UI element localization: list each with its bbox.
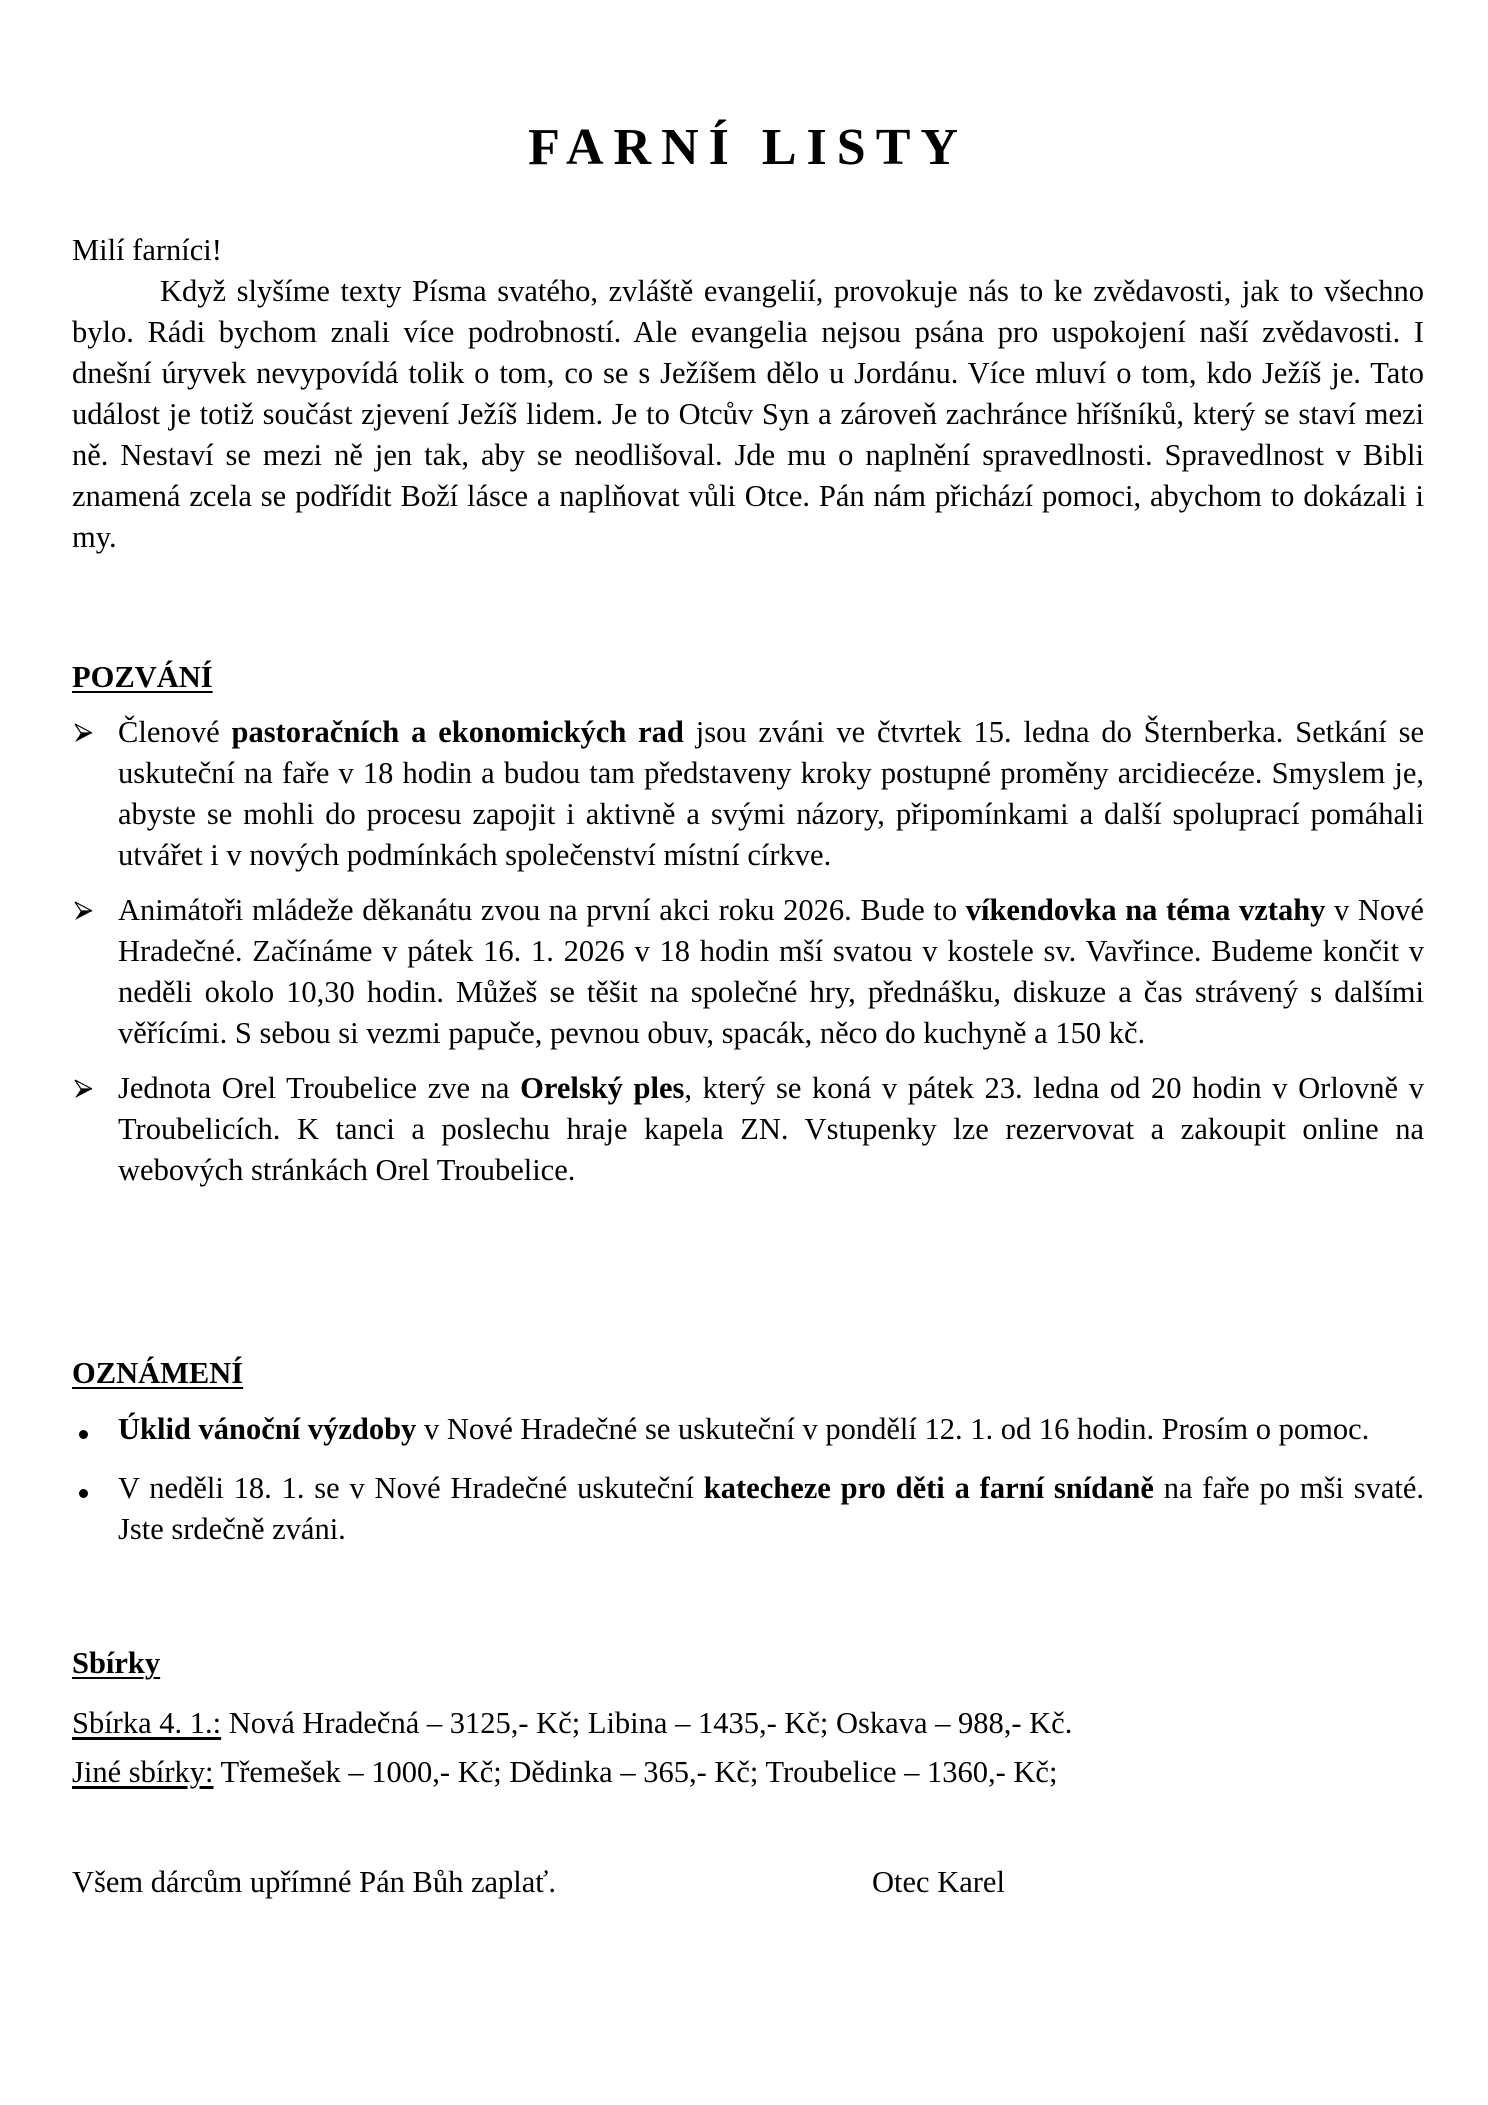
section-heading-invitations: POZVÁNÍ — [72, 660, 213, 694]
collection-row — [72, 1703, 1072, 1744]
collection-text: Třemešek – 1000,- Kč; Dědinka – 365,- Kč; Troubelice – 1360,- Kč; — [213, 1755, 1058, 1789]
item-text-bold: víkendovka na téma vztahy — [965, 893, 1326, 927]
item-text-bold: pastoračních a ekonomických rad — [231, 715, 684, 749]
list-item — [72, 890, 1424, 1054]
invitations-list — [72, 712, 1424, 1205]
closing-thanks: Všem dárcům upřímné Pán Bůh zaplať. — [72, 1865, 556, 1899]
item-text-after: v Nové Hradečné. Začínáme v pátek 16. 1. 2026 v 18 hodin mší svatou v kostele sv. Vavřince. Budeme končit v neděli okolo 10,30 hodin. Můžeš se těšit na společné hry, přednášku, diskuze a čas strávený s dalšími věřícími. S sebou si vezmi papuče, pevnou obuv, spacák, něco do kuchyně a 150 kč. — [118, 893, 1424, 1050]
list-item — [72, 1068, 1424, 1191]
item-text-before: Animátoři mládeže děkanátu zvou na první akci roku 2026. Bude to — [118, 893, 966, 927]
item-text-after: , který se koná v pátek 23. ledna od 20 hodin v Orlovně v Troubelicích. K tanci a poslechu hraje kapela ZN. Vstupenky lze rezervovat a zakoupit online na webových stránkách Orel Troubelice. — [118, 1071, 1424, 1187]
list-item — [72, 1468, 1424, 1550]
item-text-bold: katecheze pro děti a farní snídaně — [703, 1471, 1154, 1505]
arrow-bullet-icon — [72, 1068, 112, 1111]
section-heading-collections: Sbírky — [72, 1646, 161, 1680]
item-text-before: V neděli 18. 1. se v Nové Hradečné uskuteční — [118, 1471, 704, 1505]
collection-text: Nová Hradečná – 3125,- Kč; Libina – 1435,- Kč; Oskava – 988,- Kč. — [221, 1706, 1073, 1740]
signature: Otec Karel — [872, 1865, 1005, 1899]
arrow-bullet-icon — [72, 712, 112, 755]
announcements-list — [72, 1409, 1424, 1564]
item-text-before: Jednota Orel Troubelice zve na — [118, 1071, 521, 1105]
section-heading-announcements: OZNÁMENÍ — [72, 1356, 244, 1390]
list-item — [72, 1409, 1424, 1450]
collection-label: Jiné sbírky: — [72, 1755, 214, 1789]
item-text-bold: Orelský ples — [520, 1071, 685, 1105]
item-text-after: jsou zváni ve čtvrtek 15. ledna do Šternberka. Setkání se uskuteční na faře v 18 hodin a budou tam představeny kroky postupné proměny arcidiecéze. Smyslem je, abyste se mohli do procesu zapojit i aktivně a svými názory, připomínkami a další spoluprací pomáhali utvářet i v nových podmínkách společenství místní církve. — [118, 715, 1425, 872]
item-text-after: na faře po mši svaté. Jste srdečně zváni. — [118, 1471, 1424, 1546]
item-text-before: Členové — [118, 715, 232, 749]
item-text-bold: Úklid vánoční výzdoby — [118, 1412, 417, 1446]
collection-row — [72, 1752, 1057, 1793]
intro-paragraph: Když slyšíme texty Písma svatého, zvláště evangelií, provokuje nás to ke zvědavosti, jak to všechno bylo. Rádi bychom znali více podrobností. Ale evangelia nejsou psána pro uspokojení naší zvědavosti. I dnešní úryvek nevypovídá tolik o tom, co se s Ježíšem dělo u Jordánu. Více mluví o tom, kdo Ježíš je. Tato událost je totiž součást zjevení Ježíš lidem. Je to Otcův Syn a zároveň zachránce hříšníků, který se staví mezi ně. Nestaví se mezi ně jen tak, aby se neodlišoval. Jde mu o naplnění spravedlnosti. Spravedlnost v Bibli znamená zcela se podřídit Boží lásce a naplňovat vůli Otce. Pán nám přichází pomoci, abychom to dokázali i my. — [72, 274, 1424, 554]
greeting: Milí farníci! — [72, 233, 222, 267]
page-title: FARNÍ LISTY — [528, 119, 968, 176]
bullet-dot-icon — [72, 1409, 112, 1450]
arrow-bullet-icon — [72, 890, 112, 933]
list-item — [72, 712, 1424, 876]
collection-label: Sbírka 4. 1.: — [72, 1706, 222, 1740]
bullet-dot-icon — [72, 1468, 112, 1509]
item-text-after: v Nové Hradečné se uskuteční v pondělí 12. 1. od 16 hodin. Prosím o pomoc. — [416, 1412, 1370, 1446]
